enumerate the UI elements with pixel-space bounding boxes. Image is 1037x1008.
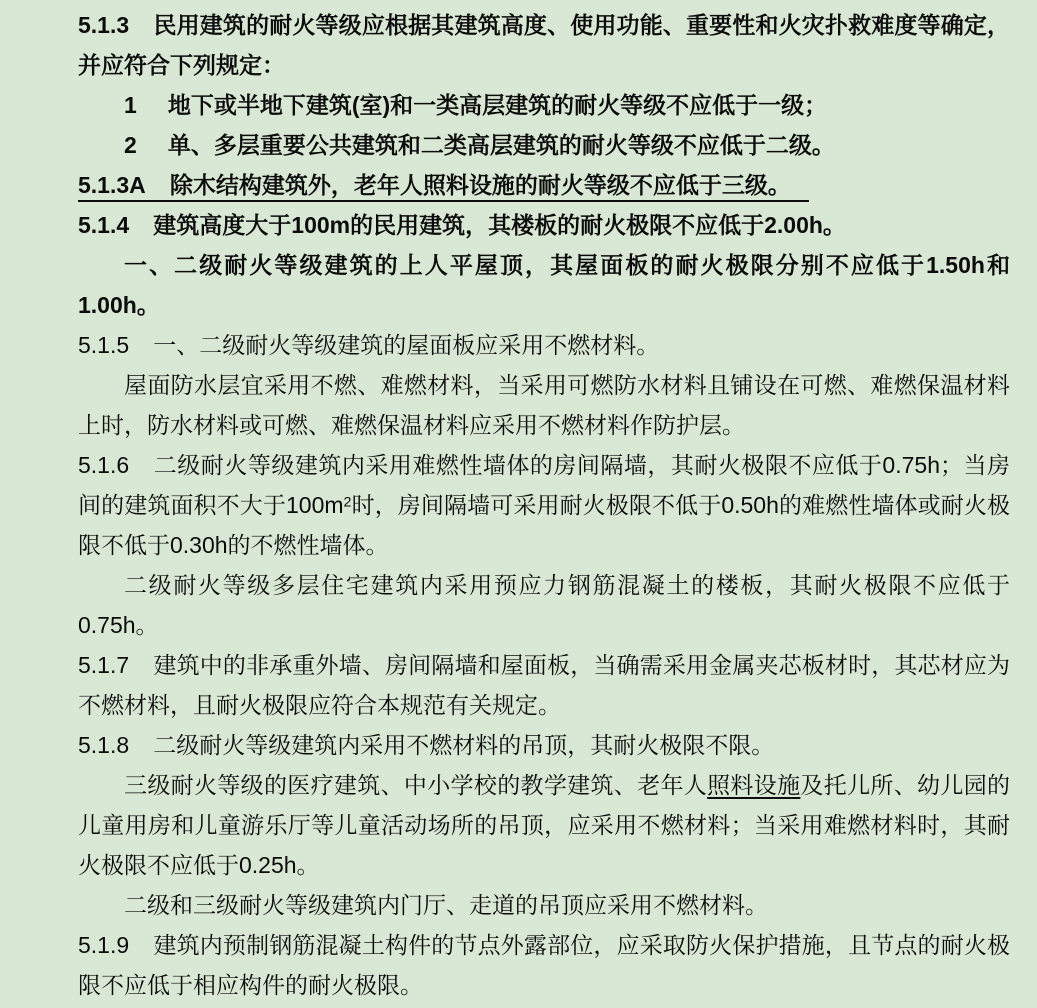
item-number: 1 <box>124 92 137 118</box>
clause-number: 5.1.3 <box>78 12 130 38</box>
paragraph-text: 二级耐火等级多层住宅建筑内采用预应力钢筋混凝土的楼板，其耐火极限不应低于0.75h。 <box>78 572 1010 638</box>
clause-text: 二级耐火等级建筑内采用不燃材料的吊顶，其耐火极限不限。 <box>153 732 775 758</box>
clause-text-before-superscript: 二级耐火等级建筑内采用难燃性墙体的房间隔墙，其耐火极限不应低于0.75h；当房间的建筑面积不大于100m <box>78 452 1010 518</box>
clause-text: 建筑内预制钢筋混凝土构件的节点外露部位，应采取防火保护措施，且节点的耐火极限不应低于相应构件的耐火极限。 <box>78 932 1010 998</box>
clause-5-1-6 <box>78 445 1010 565</box>
item-text: 地下或半地下建筑(室)和一类高层建筑的耐火等级不应低于一级； <box>167 92 828 118</box>
clause-text: 民用建筑的耐火等级应根据其建筑高度、使用功能、重要性和火灾扑救难度等确定，并应符合下列规定： <box>78 12 1010 78</box>
clause-number: 5.1.3A <box>78 172 146 198</box>
clause-5-1-5 <box>78 325 1010 365</box>
clause-5-1-3-item-1 <box>78 85 1010 125</box>
clause-5-1-7 <box>78 645 1010 725</box>
underlined-term: 照料设施 <box>707 772 801 798</box>
clause-5-1-3 <box>78 5 1010 85</box>
clause-5-1-8-paragraph-2 <box>78 765 1010 885</box>
item-text: 单、多层重要公共建筑和二类高层建筑的耐火等级不应低于二级。 <box>167 132 835 158</box>
clause-5-1-4 <box>78 205 1010 245</box>
clause-5-1-3-item-2 <box>78 125 1010 165</box>
clause-5-1-6-paragraph-2 <box>78 565 1010 645</box>
clause-text: 除木结构建筑外，老年人照料设施的耐火等级不应低于三级。 <box>169 172 791 198</box>
clause-5-1-8-paragraph-3 <box>78 885 1010 925</box>
paragraph-text-before-underline: 三级耐火等级的医疗建筑、中小学校的教学建筑、老年人 <box>124 772 708 798</box>
clause-number: 5.1.7 <box>78 652 130 678</box>
clause-5-1-8 <box>78 725 1010 765</box>
clause-number: 5.1.4 <box>78 212 130 238</box>
clause-number: 5.1.5 <box>78 332 130 358</box>
underlined-clause <box>78 170 809 202</box>
clause-text: 建筑高度大于100m的民用建筑，其楼板的耐火极限不应低于2.00h。 <box>153 212 846 238</box>
item-number: 2 <box>124 132 137 158</box>
clause-5-1-9 <box>78 925 1010 1005</box>
clause-text: 建筑中的非承重外墙、房间隔墙和屋面板，当确需采用金属夹芯板材时，其芯材应为不燃材料，且耐火极限应符合本规范有关规定。 <box>78 652 1010 718</box>
paragraph-text: 屋面防水层宜采用不燃、难燃材料，当采用可燃防水材料且铺设在可燃、难燃保温材料上时，防水材料或可燃、难燃保温材料应采用不燃材料作防护层。 <box>78 372 1010 438</box>
paragraph-text: 一、二级耐火等级建筑的上人平屋顶，其屋面板的耐火极限分别不应低于1.50h和1.00h。 <box>78 252 1010 318</box>
square-meter-superscript: 2 <box>343 494 352 511</box>
paragraph-text: 二级和三级耐火等级建筑内门厅、走道的吊顶应采用不燃材料。 <box>124 892 768 918</box>
clause-5-1-5-paragraph-2 <box>78 365 1010 445</box>
clause-number: 5.1.8 <box>78 732 130 758</box>
paragraph-text-after-underline: 及托儿所、幼儿园的儿童用房和儿童游乐厅等儿童活动场所的吊顶，应采用不燃材料；当采用难燃材料时，其耐火极限不应低于0.25h。 <box>78 772 1011 878</box>
clause-text-after-superscript: 时，房间隔墙可采用耐火极限不低于0.50h的难燃性墙体或耐火极限不低于0.30h的不燃性墙体。 <box>78 492 1010 558</box>
clause-5-1-3a <box>78 165 1010 205</box>
clause-number: 5.1.6 <box>78 452 130 478</box>
clause-text: 一、二级耐火等级建筑的屋面板应采用不燃材料。 <box>153 332 660 358</box>
clause-number: 5.1.9 <box>78 932 130 958</box>
clause-5-1-4-paragraph-2 <box>78 245 1010 325</box>
